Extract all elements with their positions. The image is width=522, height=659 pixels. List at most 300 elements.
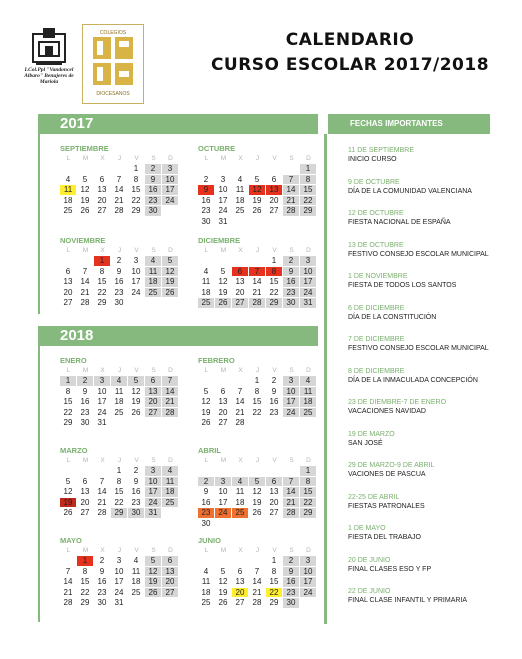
day-cell: 17	[97, 397, 107, 406]
day-cell: 10	[218, 487, 228, 496]
empty-cell	[111, 164, 127, 174]
weekday-letter: X	[238, 367, 243, 374]
empty-cell	[60, 556, 76, 566]
month-febrero	[198, 356, 318, 429]
day-cell: 23	[97, 587, 107, 597]
day-cell: 6	[162, 556, 178, 566]
day-cell: 8	[300, 175, 316, 185]
day-cell: 17	[283, 397, 299, 407]
day-cell: 22	[97, 287, 107, 297]
day-cell: 25	[300, 408, 316, 418]
month-name: FEBRERO	[198, 356, 235, 365]
day-cell: 21	[97, 497, 107, 507]
day-cell: 14	[97, 487, 107, 496]
day-cell: 10	[218, 185, 228, 194]
day-cell: 12	[63, 487, 73, 496]
day-cell: 19	[162, 277, 178, 287]
day-cell: 8	[266, 267, 282, 277]
day-cell: 25	[201, 598, 211, 607]
day-cell: 13	[162, 567, 178, 577]
month-diciembre	[198, 236, 318, 309]
weekday-letter: V	[272, 367, 277, 374]
day-cell: 6	[65, 266, 71, 276]
day-cell: 23	[131, 497, 141, 507]
fecha-item	[348, 241, 513, 259]
day-cell: 29	[80, 598, 90, 607]
weekday-letter: X	[100, 547, 105, 554]
weekday-letter: S	[289, 547, 294, 554]
day-cell: 22	[252, 407, 262, 417]
fecha-description: VACIONES DE PASCUA	[348, 471, 426, 478]
day-cell: 20	[269, 195, 279, 205]
day-cell: 13	[97, 185, 107, 194]
day-cell: 28	[97, 508, 107, 517]
column-divider	[324, 134, 327, 624]
weekday-letter: V	[272, 547, 277, 554]
day-cell: 17	[131, 277, 141, 286]
day-cell: 30	[80, 418, 90, 427]
day-cell: 30	[145, 206, 161, 216]
day-cell: 26	[252, 508, 262, 517]
day-cell: 29	[131, 206, 141, 215]
day-cell: 16	[201, 195, 211, 205]
day-cell: 29	[269, 598, 279, 607]
empty-cell	[94, 466, 110, 476]
day-cell: 28	[283, 508, 299, 518]
weekday-letter: M	[82, 547, 89, 554]
empty-cell	[198, 164, 214, 174]
day-cell: 18	[63, 195, 73, 205]
day-cell: 15	[252, 397, 262, 406]
day-cell: 11	[201, 577, 211, 586]
weekday-letter: J	[255, 457, 260, 464]
day-cell: 2	[203, 174, 209, 184]
day-cell: 13	[145, 387, 161, 397]
weekday-letter: M	[82, 155, 89, 162]
day-cell: 11	[300, 387, 316, 397]
day-cell: 22	[63, 407, 73, 417]
fecha-date: 1 DE NOVIEMBRE	[348, 273, 408, 280]
day-cell: 28	[162, 408, 178, 418]
day-cell: 18	[201, 587, 211, 597]
day-cell: 7	[249, 267, 265, 277]
day-cell: 10	[283, 387, 299, 397]
day-cell: 16	[131, 487, 141, 496]
day-cell: 15	[114, 487, 124, 496]
day-cell: 3	[220, 174, 226, 184]
fecha-description: FINAL CLASES ESO Y FP	[348, 565, 432, 573]
day-grid	[60, 556, 180, 609]
day-cell: 14	[235, 397, 245, 406]
day-cell: 4	[65, 174, 71, 184]
month-name: ABRIL	[198, 446, 221, 455]
weekday-letter: V	[134, 367, 139, 374]
day-cell: 2	[198, 477, 214, 487]
empty-cell	[249, 164, 265, 174]
month-octubre	[198, 144, 318, 227]
day-cell: 10	[162, 175, 178, 185]
fecha-date: 19 DE MARZO	[348, 430, 395, 438]
day-cell: 16	[283, 577, 299, 587]
fecha-description: FINAL CLASE INFANTIL Y PRIMARIA	[348, 597, 468, 604]
day-cell: 7	[254, 566, 260, 576]
empty-cell	[283, 466, 299, 476]
day-cell: 6	[232, 267, 248, 277]
weekday-letter: D	[168, 367, 173, 374]
day-cell: 12	[218, 577, 228, 586]
weekday-letter: L	[66, 547, 71, 554]
month-enero	[60, 356, 180, 429]
fecha-date: 20 DE JUNIO	[348, 556, 391, 564]
day-grid	[198, 256, 318, 309]
weekday-letter: V	[134, 247, 139, 254]
day-cell: 21	[235, 407, 245, 417]
day-cell: 5	[203, 386, 209, 396]
day-cell: 3	[300, 256, 316, 266]
day-cell: 1	[77, 556, 93, 566]
weekday-letter: L	[204, 367, 209, 374]
weekday-letter: J	[117, 155, 122, 162]
weekday-letter: X	[238, 247, 243, 254]
day-cell: 12	[249, 185, 265, 195]
weekday-letter: L	[204, 247, 209, 254]
day-cell: 3	[215, 477, 231, 487]
day-cell: 2	[116, 256, 122, 265]
fecha-date: 23 DE DIEMBRE-7 DE ENERO	[348, 399, 447, 406]
day-cell: 8	[254, 386, 260, 396]
day-cell: 1	[116, 466, 122, 475]
day-cell: 23	[269, 407, 279, 417]
day-cell: 21	[283, 196, 299, 206]
day-cell: 12	[201, 397, 211, 406]
day-cell: 30	[97, 598, 107, 607]
day-cell: 14	[80, 277, 90, 286]
day-cell: 31	[97, 418, 107, 427]
day-cell: 9	[133, 476, 139, 486]
weekday-letter: X	[100, 247, 105, 254]
day-cell: 8	[65, 386, 71, 396]
day-cell: 21	[252, 287, 262, 297]
day-cell: 30	[114, 298, 124, 307]
day-cell: 1	[60, 376, 76, 386]
day-cell: 9	[145, 175, 161, 185]
day-cell: 21	[283, 498, 299, 508]
fecha-item	[348, 367, 513, 385]
day-cell: 24	[114, 587, 124, 597]
weekday-letter: D	[168, 547, 173, 554]
day-cell: 10	[97, 386, 107, 396]
day-cell: 29	[111, 508, 127, 518]
fecha-description: INICIO CURSO	[348, 156, 397, 163]
day-cell: 6	[220, 386, 226, 396]
day-cell: 16	[80, 397, 90, 406]
day-cell: 20	[269, 497, 279, 507]
month-junio	[198, 536, 318, 609]
day-cell: 25	[63, 206, 73, 215]
day-cell: 19	[218, 587, 228, 597]
empty-cell	[232, 466, 248, 476]
fecha-date: 8 DE DICIEMBRE	[348, 367, 405, 375]
empty-cell	[60, 466, 76, 476]
day-cell: 10	[131, 266, 141, 276]
weekday-letter: D	[168, 457, 173, 464]
day-cell: 16	[97, 577, 107, 586]
day-cell: 30	[201, 216, 211, 226]
empty-cell	[249, 556, 265, 566]
month-name: OCTUBRE	[198, 144, 236, 153]
day-cell: 24	[131, 287, 141, 297]
day-cell: 2	[133, 466, 139, 475]
weekday-header	[198, 456, 318, 466]
weekday-letter: D	[306, 367, 311, 374]
colegios-diocesanos-logo	[82, 24, 144, 104]
day-cell: 30	[128, 508, 144, 518]
weekday-letter: X	[238, 155, 243, 162]
day-cell: 28	[249, 298, 265, 308]
day-cell: 1	[133, 164, 139, 173]
day-cell: 13	[63, 277, 73, 286]
day-cell: 7	[65, 566, 71, 576]
day-cell: 7	[99, 476, 105, 486]
day-cell: 27	[232, 298, 248, 308]
day-cell: 26	[252, 206, 262, 215]
day-grid	[60, 256, 180, 309]
day-cell: 23	[114, 287, 124, 297]
year-header-2017: 2017	[38, 114, 318, 134]
empty-cell	[232, 556, 248, 566]
day-cell: 19	[252, 497, 262, 507]
day-cell: 25	[114, 407, 124, 417]
day-grid	[198, 466, 318, 529]
day-cell: 16	[201, 497, 211, 507]
day-cell: 15	[97, 277, 107, 286]
day-cell: 10	[114, 566, 124, 576]
divider-2017	[38, 134, 40, 314]
day-cell: 10	[145, 477, 161, 487]
day-cell: 26	[145, 588, 161, 598]
fecha-description: FESTIVO CONSEJO ESCOLAR MUNICIPAL	[348, 250, 489, 258]
weekday-letter: J	[255, 247, 260, 254]
year-header-2018: 2018	[38, 326, 318, 346]
weekday-letter: D	[306, 457, 311, 464]
empty-cell	[266, 164, 282, 174]
weekday-header	[60, 246, 180, 256]
day-cell: 19	[131, 397, 141, 406]
empty-cell	[60, 164, 76, 174]
fecha-date: 9 DE OCTUBRE	[348, 178, 400, 186]
school-logo-left	[24, 26, 74, 98]
day-grid	[60, 376, 180, 429]
day-cell: 5	[162, 256, 178, 266]
day-cell: 23	[80, 407, 90, 417]
day-cell: 14	[252, 577, 262, 586]
day-cell: 3	[94, 376, 110, 386]
day-cell: 11	[201, 277, 211, 286]
day-grid	[198, 556, 318, 609]
day-cell: 4	[237, 174, 243, 184]
day-cell: 4	[133, 556, 139, 565]
empty-cell	[198, 556, 214, 566]
day-cell: 20	[63, 287, 73, 297]
empty-cell	[215, 556, 231, 566]
day-cell: 22	[300, 498, 316, 508]
day-cell: 8	[300, 477, 316, 487]
day-cell: 21	[252, 587, 262, 597]
empty-cell	[215, 376, 231, 386]
weekday-letter: S	[151, 247, 156, 254]
fecha-date: 12 DE OCTUBRE	[348, 210, 404, 217]
fecha-item	[348, 209, 513, 227]
day-cell: 15	[269, 577, 279, 586]
day-cell: 28	[252, 598, 262, 607]
day-cell: 24	[283, 408, 299, 418]
day-cell: 30	[283, 298, 299, 308]
day-cell: 24	[218, 206, 228, 215]
day-cell: 2	[283, 556, 299, 566]
day-grid	[198, 164, 318, 227]
day-cell: 7	[283, 175, 299, 185]
fecha-item	[348, 556, 513, 574]
fecha-date: 11 DE SEPTIEMBRE	[348, 147, 415, 154]
day-cell: 17	[114, 577, 124, 586]
day-cell: 29	[63, 418, 73, 427]
weekday-header	[60, 154, 180, 164]
day-cell: 23	[145, 196, 161, 206]
day-cell: 15	[63, 397, 73, 406]
weekday-letter: L	[204, 547, 209, 554]
day-cell: 16	[145, 185, 161, 195]
day-cell: 2	[77, 376, 93, 386]
fecha-item	[348, 178, 513, 196]
day-cell: 18	[201, 287, 211, 297]
day-cell: 19	[252, 195, 262, 205]
day-cell: 20	[80, 497, 90, 507]
title-line-1: CALENDARIO	[285, 30, 415, 50]
fecha-description: FIESTA DEL TRABAJO	[348, 534, 422, 541]
day-cell: 19	[218, 287, 228, 297]
day-cell: 25	[162, 498, 178, 508]
day-cell: 1	[271, 556, 277, 565]
fecha-description: DÍA DE LA INMACULADA CONCEPCIÓN	[348, 376, 478, 384]
day-cell: 22	[300, 196, 316, 206]
weekday-header	[198, 154, 318, 164]
day-cell: 5	[254, 174, 260, 184]
day-cell: 4	[232, 477, 248, 487]
weekday-letter: X	[238, 547, 243, 554]
day-grid	[198, 376, 318, 429]
day-cell: 8	[271, 566, 277, 576]
day-cell: 5	[145, 556, 161, 566]
month-name: ENERO	[60, 356, 87, 365]
day-cell: 8	[82, 566, 88, 576]
weekday-letter: V	[272, 155, 277, 162]
weekday-letter: S	[289, 457, 294, 464]
day-cell: 6	[237, 566, 243, 576]
day-cell: 1	[300, 164, 316, 174]
empty-cell	[198, 256, 214, 266]
weekday-header	[60, 456, 180, 466]
day-cell: 25	[145, 288, 161, 298]
day-cell: 20	[145, 397, 161, 407]
day-cell: 3	[145, 466, 161, 476]
weekday-letter: J	[255, 547, 260, 554]
weekday-header	[60, 366, 180, 376]
weekday-letter: J	[117, 367, 122, 374]
fecha-description: FIESTAS PATRONALES	[348, 502, 425, 510]
weekday-header	[60, 546, 180, 556]
day-cell: 16	[269, 397, 279, 406]
day-cell: 4	[203, 266, 209, 276]
weekday-letter: D	[168, 247, 173, 254]
weekday-letter: V	[134, 547, 139, 554]
weekday-letter: D	[168, 155, 173, 162]
empty-cell	[215, 466, 231, 476]
fecha-item	[348, 304, 513, 322]
day-cell: 19	[80, 195, 90, 205]
logo-left-caption: I.Col.Ppl "Vandoncel Albaro" Benujeres de Mariola	[24, 67, 74, 85]
day-cell: 19	[201, 407, 211, 417]
fecha-description: FESTIVO CONSEJO ESCOLAR MUNICIPAL	[348, 345, 489, 352]
weekday-letter: D	[306, 155, 311, 162]
weekday-letter: X	[238, 457, 243, 464]
day-cell: 1	[94, 256, 110, 266]
day-cell: 15	[131, 185, 141, 194]
day-cell: 18	[145, 277, 161, 287]
day-cell: 5	[220, 566, 226, 576]
day-cell: 17	[218, 195, 228, 205]
weekday-letter: V	[134, 155, 139, 162]
day-grid	[60, 164, 180, 217]
day-cell: 12	[218, 277, 228, 286]
weekday-letter: L	[204, 155, 209, 162]
day-cell: 5	[249, 477, 265, 487]
day-cell: 29	[300, 508, 316, 518]
day-cell: 12	[252, 487, 262, 496]
empty-cell	[215, 256, 231, 266]
day-cell: 20	[218, 407, 228, 417]
divider-2018	[38, 346, 40, 622]
day-cell: 24	[215, 508, 231, 518]
month-name: NOVIEMBRE	[60, 236, 106, 245]
day-cell: 27	[218, 418, 228, 427]
day-cell: 28	[235, 418, 245, 427]
day-cell: 15	[269, 277, 279, 286]
day-cell: 1	[254, 376, 260, 385]
day-cell: 9	[203, 487, 209, 496]
weekday-letter: M	[220, 457, 227, 464]
month-name: MAYO	[60, 536, 82, 545]
day-cell: 11	[145, 267, 161, 277]
day-cell: 20	[232, 588, 248, 598]
month-name: JUNIO	[198, 536, 221, 545]
day-cell: 23	[201, 206, 211, 215]
day-cell: 31	[218, 216, 228, 226]
month-name: SEPTIEMBRE	[60, 144, 109, 153]
day-cell: 27	[162, 588, 178, 598]
fecha-description: FIESTA NACIONAL DE ESPAÑA	[348, 219, 451, 226]
day-cell: 28	[80, 298, 90, 307]
weekday-letter: M	[220, 547, 227, 554]
page-title	[200, 30, 500, 75]
weekday-letter: M	[82, 367, 89, 374]
fecha-date: 1 DE MAYO	[348, 525, 386, 532]
day-cell: 26	[201, 418, 211, 427]
day-cell: 16	[283, 277, 299, 287]
day-cell: 10	[300, 567, 316, 577]
day-cell: 26	[218, 598, 228, 607]
day-cell: 3	[300, 556, 316, 566]
day-cell: 11	[162, 477, 178, 487]
